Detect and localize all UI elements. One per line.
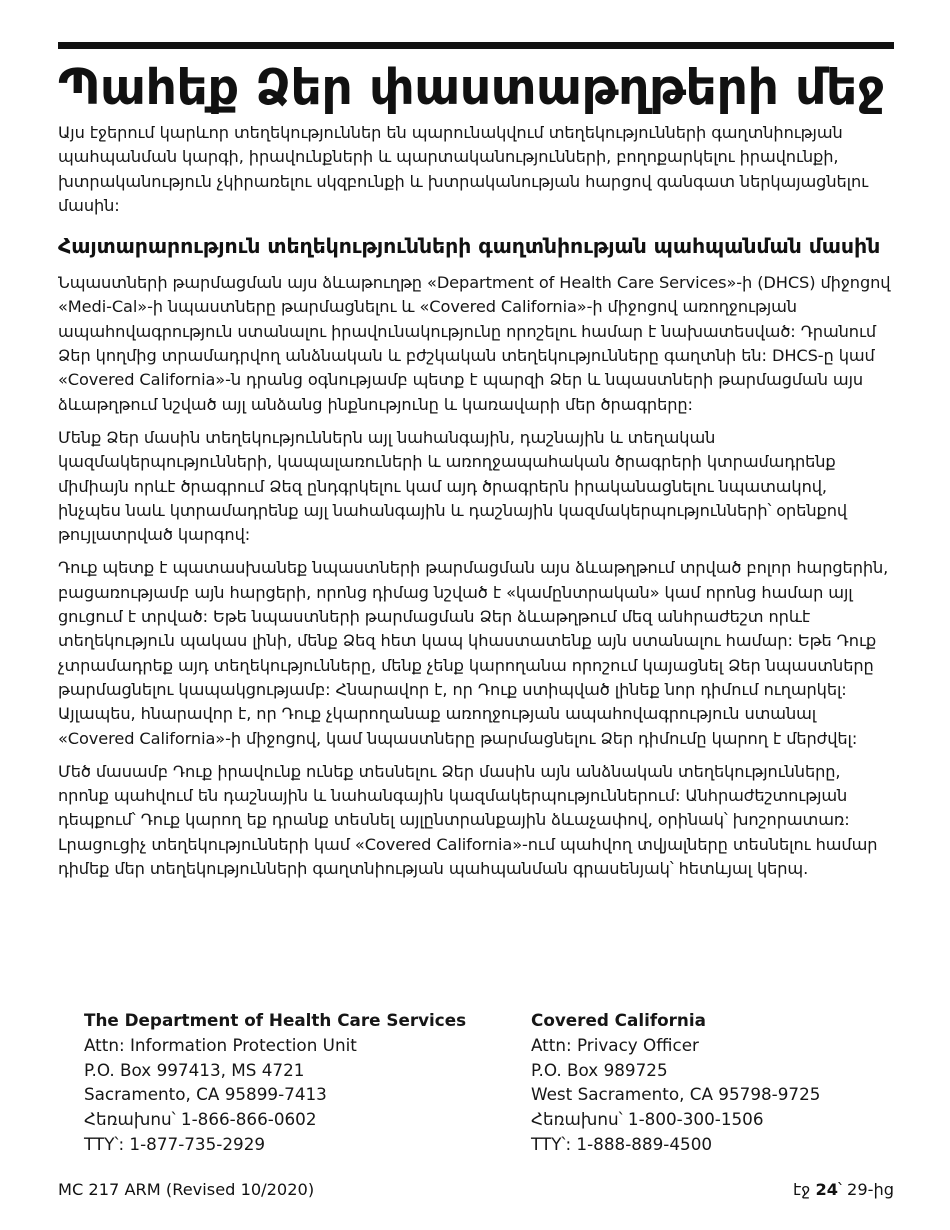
body-paragraph: Դուք պետք է պատասխանեք նպաստների թարմացման այս ձևաթղթում տրված բոլոր հարցերին, բացառությամբ այն հարցերի, որոնց դիմաց նշված է «կամընտրական» կամ որոնց համար այլ ցուցում է տրված: Եթե նպաստների թարմացման Ձեր ձևաթղթում մեզ անհրաժեշտ որևէ տեղեկություն պակաս լինի, մենք Ձեզ հետ կապ կհաստատենք այն ստանալու համար: Եթե Դուք չտրամադրեք այդ տեղեկությունները, մենք չենք կարողանա որոշում կայացնել Ձեր նպաստները թարմացնելու կապակցությամբ: Հնարավոր է, որ Դուք ստիպված լինեք նոր դիմում ուղարկել: Այլապես, հնարավոր է, որ Դուք չկարողանաք առողջության ապահովագրություն ստանալ «Covered California»-ի միջոցով, կամ նպաստները թարմացնելու Ձեր դիմումը կարող է մերժվել: xyxy=(58,558,889,748)
address-phone: Հեռախոս՝ 1-800-300-1506 xyxy=(531,1109,764,1130)
page-title: Պահեք Ձեր փաստաթղթերի մեջ xyxy=(58,59,885,116)
section-heading: Հայտարարություն տեղեկությունների գաղտնիության պահպանման մասին xyxy=(58,234,881,259)
address-tty: TTY՝: 1-888-889-4500 xyxy=(531,1133,713,1154)
page-prefix: էջ xyxy=(792,1180,811,1199)
covered-california-address-block xyxy=(531,1008,820,1157)
intro-paragraph: Այս էջերում կարևոր տեղեկություններ են պարունակվում տեղեկությունների գաղտնիության պահպանման կարգի, իրավունքների և պարտականությունների, բողոքարկելու իրավունքի, խտրականություն չկիրառելու սկզբունքի և խտրականության հարցով գանգատ ներկայացնելու մասին: xyxy=(58,123,869,215)
address-attn: Attn: Information Protection Unit xyxy=(84,1034,357,1055)
address-city: Sacramento, CA 95899-7413 xyxy=(84,1084,327,1105)
address-city: West Sacramento, CA 95798-9725 xyxy=(531,1084,821,1105)
body-paragraph: Մենք Ձեր մասին տեղեկություններն այլ նահանգային, դաշնային և տեղական կազմակերպությունների, կապալառուների և առողջապահական ծրագրերի կտրամադրենք միմիայն որևէ ծրագրում Ձեզ ընդգրկելու կամ այդ ծրագրերն իրականացնելու նպատակով, ինչպես նաև կտրամադրենք այլ նահանգային և դաշնային կազմակերպությունների՝ օրենքով թույլատրված կարգով: xyxy=(58,427,848,545)
address-po-box: P.O. Box 997413, MS 4721 xyxy=(84,1059,305,1080)
dhcs-address-block xyxy=(84,1008,466,1157)
page-number: 24 xyxy=(815,1180,839,1199)
form-id: MC 217 ARM (Revised 10/2020) xyxy=(58,1180,315,1199)
body-paragraph: Նպաստների թարմացման այս ձևաթուղթը «Department of Health Care Services»-ի (DHCS) միջոցով «Medi-Cal»-ի նպաստները թարմացնելու և «Covered California»-ի միջոցով առողջության ապահովագրություն ստանալու իրավունակությունը որոշելու համար է նախատեսված: Դրանում Ձեր կողմից տրամադրվող անձնական և բժշկական տեղեկությունները գաղտնի են: DHCS-ը կամ «Covered California»-ն դրանց օգնությամբ պետք է պարզի Ձեր և նպաստների թարմացման այս ձևաթղթում նշված այլ անձանց ինքնությունը և կառավարի մեր ծրագրերը: xyxy=(58,273,891,414)
main-content xyxy=(58,121,894,890)
address-org: The Department of Health Care Services xyxy=(84,1010,467,1030)
page-suffix: ՝ 29-ից xyxy=(838,1180,894,1199)
body-paragraph: Մեծ մասամբ Դուք իրավունք ունեք տեսնելու Ձեր մասին այն անձնական տեղեկությունները, որոնք պահվում են դաշնային և նահանգային կազմակերպություններում: Անհրաժեշտության դեպքում՝ Դուք կարող եք դրանք տեսնել այլընտրանքային ձևաչափով, օրինակ՝ խոշորատառ: Լրացուցիչ տեղեկությունների կամ «Covered California»-ում պահվող տվյալները տեսնելու համար դիմեք մեր տեղեկությունների գաղտնիության պահպանման գրասենյակ՝ հետևյալ կերպ. xyxy=(58,761,878,879)
top-rule xyxy=(58,42,894,49)
address-attn: Attn: Privacy Officer xyxy=(531,1034,699,1055)
address-phone: Հեռախոս՝ 1-866-866-0602 xyxy=(84,1109,317,1130)
page-indicator xyxy=(793,1180,894,1199)
address-org: Covered California xyxy=(531,1010,706,1030)
address-po-box: P.O. Box 989725 xyxy=(531,1059,668,1080)
address-tty: TTY՝: 1-877-735-2929 xyxy=(84,1133,266,1154)
